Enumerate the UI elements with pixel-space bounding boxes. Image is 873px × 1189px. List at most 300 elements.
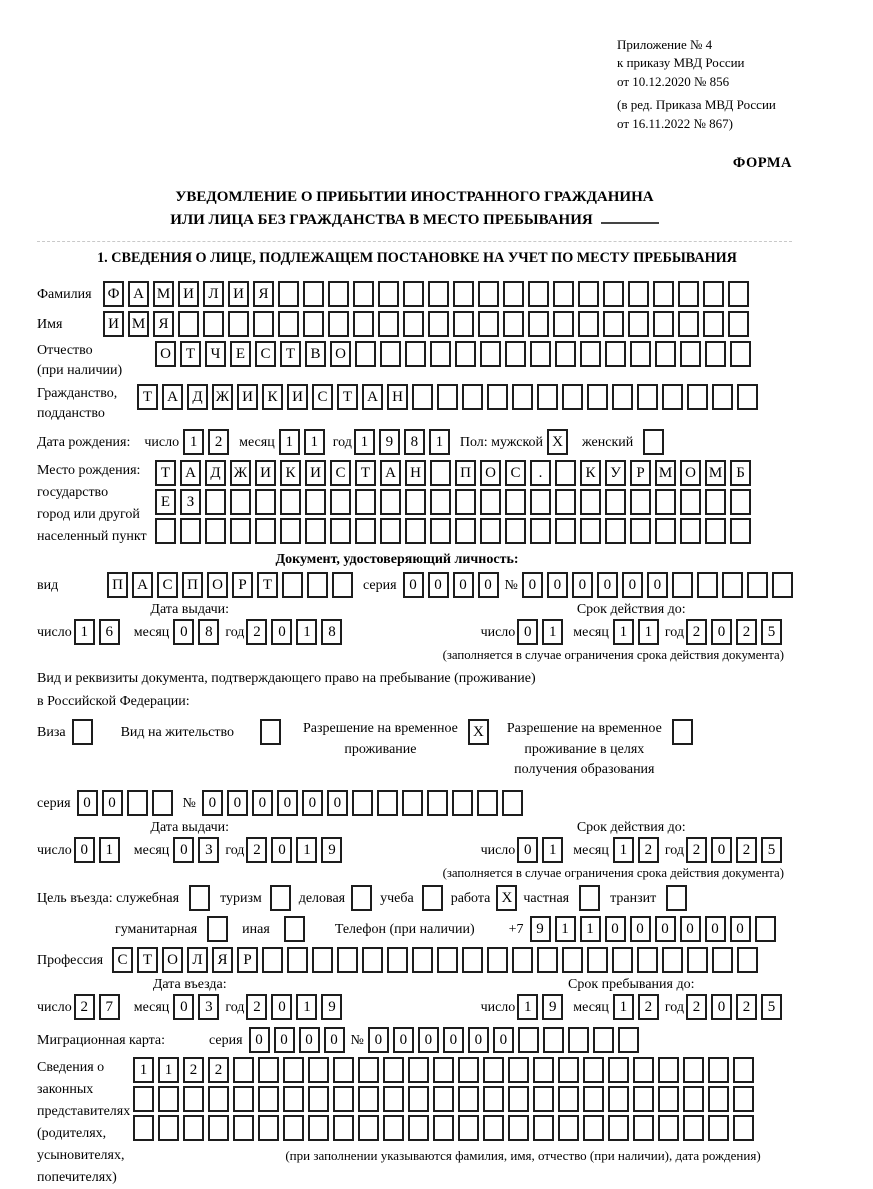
form-cell[interactable] [637, 384, 658, 410]
form-cell[interactable] [737, 384, 758, 410]
form-cell[interactable] [458, 1057, 479, 1083]
form-cell[interactable] [380, 341, 401, 367]
form-cell[interactable]: В [305, 341, 326, 367]
form-cell[interactable] [355, 518, 376, 544]
form-cell[interactable] [408, 1057, 429, 1083]
form-cell[interactable] [605, 518, 626, 544]
form-cell[interactable] [603, 281, 624, 307]
form-cell[interactable]: 0 [173, 837, 194, 863]
form-cell[interactable]: 2 [208, 1057, 229, 1083]
form-cell[interactable]: 3 [198, 837, 219, 863]
form-cell[interactable]: 0 [443, 1027, 464, 1053]
form-cell[interactable]: 0 [173, 994, 194, 1020]
form-cell[interactable]: 2 [208, 429, 229, 455]
form-cell[interactable] [558, 1086, 579, 1112]
form-cell[interactable] [255, 489, 276, 515]
form-cell[interactable] [72, 719, 93, 745]
form-cell[interactable] [282, 572, 303, 598]
form-cell[interactable]: Т [337, 384, 358, 410]
form-cell[interactable] [580, 489, 601, 515]
form-cell[interactable] [533, 1057, 554, 1083]
form-cell[interactable] [462, 947, 483, 973]
form-cell[interactable] [630, 489, 651, 515]
form-cell[interactable]: Т [155, 460, 176, 486]
form-cell[interactable]: 0 [418, 1027, 439, 1053]
form-cell[interactable] [260, 719, 281, 745]
form-cell[interactable] [430, 489, 451, 515]
form-cell[interactable] [722, 572, 743, 598]
form-cell[interactable] [380, 489, 401, 515]
form-cell[interactable] [737, 947, 758, 973]
form-cell[interactable]: 6 [99, 619, 120, 645]
form-cell[interactable] [258, 1086, 279, 1112]
form-cell[interactable]: А [128, 281, 149, 307]
form-cell[interactable] [433, 1115, 454, 1141]
form-cell[interactable] [530, 518, 551, 544]
form-cell[interactable] [733, 1057, 754, 1083]
form-cell[interactable] [377, 790, 398, 816]
form-cell[interactable] [328, 281, 349, 307]
form-cell[interactable] [708, 1115, 729, 1141]
form-cell[interactable] [412, 947, 433, 973]
form-cell[interactable] [478, 311, 499, 337]
form-cell[interactable] [233, 1115, 254, 1141]
form-cell[interactable] [662, 947, 683, 973]
form-cell[interactable]: 0 [493, 1027, 514, 1053]
form-cell[interactable] [437, 384, 458, 410]
form-cell[interactable]: 0 [74, 837, 95, 863]
form-cell[interactable] [189, 885, 210, 911]
form-cell[interactable]: И [237, 384, 258, 410]
form-cell[interactable]: С [157, 572, 178, 598]
form-cell[interactable]: 0 [327, 790, 348, 816]
form-cell[interactable]: 1 [296, 837, 317, 863]
form-cell[interactable] [452, 790, 473, 816]
form-cell[interactable] [405, 341, 426, 367]
form-cell[interactable] [618, 1027, 639, 1053]
form-cell[interactable] [580, 518, 601, 544]
form-cell[interactable] [483, 1115, 504, 1141]
form-cell[interactable]: Б [730, 460, 751, 486]
form-cell[interactable] [233, 1086, 254, 1112]
form-cell[interactable]: 9 [379, 429, 400, 455]
form-cell[interactable]: Р [237, 947, 258, 973]
form-cell[interactable] [362, 947, 383, 973]
form-cell[interactable] [478, 281, 499, 307]
form-cell[interactable]: М [128, 311, 149, 337]
form-cell[interactable]: 0 [302, 790, 323, 816]
form-cell[interactable]: 1 [613, 994, 634, 1020]
form-cell[interactable]: 1 [296, 994, 317, 1020]
form-cell[interactable] [508, 1115, 529, 1141]
form-cell[interactable] [183, 1086, 204, 1112]
form-cell[interactable] [608, 1086, 629, 1112]
form-cell[interactable]: 0 [271, 994, 292, 1020]
form-cell[interactable] [637, 947, 658, 973]
form-cell[interactable] [578, 311, 599, 337]
form-cell[interactable] [655, 489, 676, 515]
form-cell[interactable] [280, 518, 301, 544]
form-cell[interactable]: У [605, 460, 626, 486]
form-cell[interactable] [383, 1115, 404, 1141]
form-cell[interactable]: 0 [277, 790, 298, 816]
form-cell[interactable]: 2 [686, 619, 707, 645]
form-cell[interactable]: 2 [246, 837, 267, 863]
form-cell[interactable]: 0 [517, 837, 538, 863]
form-cell[interactable] [708, 1086, 729, 1112]
form-cell[interactable] [333, 1086, 354, 1112]
form-cell[interactable] [587, 947, 608, 973]
form-cell[interactable]: О [680, 460, 701, 486]
form-cell[interactable]: Л [187, 947, 208, 973]
form-cell[interactable]: 0 [393, 1027, 414, 1053]
form-cell[interactable]: Я [153, 311, 174, 337]
form-cell[interactable] [258, 1115, 279, 1141]
form-cell[interactable] [730, 341, 751, 367]
form-cell[interactable]: 2 [736, 619, 757, 645]
form-cell[interactable] [178, 311, 199, 337]
form-cell[interactable] [333, 1115, 354, 1141]
form-cell[interactable]: С [112, 947, 133, 973]
form-cell[interactable]: 0 [271, 619, 292, 645]
form-cell[interactable]: 1 [517, 994, 538, 1020]
form-cell[interactable]: Д [187, 384, 208, 410]
form-cell[interactable] [728, 281, 749, 307]
form-cell[interactable] [502, 790, 523, 816]
form-cell[interactable] [127, 790, 148, 816]
form-cell[interactable]: 0 [622, 572, 643, 598]
form-cell[interactable] [208, 1115, 229, 1141]
form-cell[interactable]: 7 [99, 994, 120, 1020]
form-cell[interactable] [562, 947, 583, 973]
form-cell[interactable] [528, 281, 549, 307]
form-cell[interactable]: Т [180, 341, 201, 367]
form-cell[interactable] [487, 947, 508, 973]
form-cell[interactable] [380, 518, 401, 544]
form-cell[interactable]: 2 [246, 619, 267, 645]
form-cell[interactable]: Е [155, 489, 176, 515]
form-cell[interactable] [358, 1086, 379, 1112]
form-cell[interactable]: 1 [613, 619, 634, 645]
form-cell[interactable]: 2 [736, 994, 757, 1020]
form-cell[interactable] [755, 916, 776, 942]
form-cell[interactable] [353, 281, 374, 307]
form-cell[interactable]: Ч [205, 341, 226, 367]
form-cell[interactable] [593, 1027, 614, 1053]
form-cell[interactable] [403, 281, 424, 307]
form-cell[interactable] [405, 489, 426, 515]
form-cell[interactable] [583, 1115, 604, 1141]
form-cell[interactable]: 1 [296, 619, 317, 645]
form-cell[interactable] [628, 311, 649, 337]
form-cell[interactable]: 9 [542, 994, 563, 1020]
form-cell[interactable]: 0 [249, 1027, 270, 1053]
form-cell[interactable]: 9 [530, 916, 551, 942]
form-cell[interactable]: Е [230, 341, 251, 367]
form-cell[interactable]: Р [232, 572, 253, 598]
form-cell[interactable] [658, 1057, 679, 1083]
form-cell[interactable] [183, 1115, 204, 1141]
form-cell[interactable] [308, 1115, 329, 1141]
form-cell[interactable]: 0 [274, 1027, 295, 1053]
form-cell[interactable] [378, 311, 399, 337]
form-cell[interactable] [428, 311, 449, 337]
form-cell[interactable] [278, 311, 299, 337]
form-cell[interactable]: 1 [354, 429, 375, 455]
form-cell[interactable] [680, 489, 701, 515]
form-cell[interactable] [355, 341, 376, 367]
form-cell[interactable] [730, 489, 751, 515]
form-cell[interactable] [483, 1086, 504, 1112]
form-cell[interactable] [358, 1057, 379, 1083]
form-cell[interactable] [680, 341, 701, 367]
form-cell[interactable] [455, 518, 476, 544]
form-cell[interactable] [512, 384, 533, 410]
form-cell[interactable]: 8 [404, 429, 425, 455]
form-cell[interactable] [284, 916, 305, 942]
form-cell[interactable]: 0 [711, 994, 732, 1020]
form-cell[interactable] [328, 311, 349, 337]
form-cell[interactable]: 0 [202, 790, 223, 816]
form-cell[interactable]: 1 [279, 429, 300, 455]
form-cell[interactable]: 0 [403, 572, 424, 598]
form-cell[interactable]: 0 [630, 916, 651, 942]
form-cell[interactable] [630, 341, 651, 367]
form-cell[interactable] [462, 384, 483, 410]
form-cell[interactable] [453, 281, 474, 307]
form-cell[interactable]: 2 [74, 994, 95, 1020]
form-cell[interactable] [287, 947, 308, 973]
form-cell[interactable]: Н [405, 460, 426, 486]
form-cell[interactable]: 5 [761, 994, 782, 1020]
form-cell[interactable] [655, 341, 676, 367]
form-cell[interactable]: 1 [133, 1057, 154, 1083]
form-cell[interactable] [705, 341, 726, 367]
form-cell[interactable] [480, 518, 501, 544]
form-cell[interactable] [332, 572, 353, 598]
form-cell[interactable] [412, 384, 433, 410]
form-cell[interactable] [433, 1057, 454, 1083]
form-cell[interactable]: 0 [324, 1027, 345, 1053]
form-cell[interactable] [408, 1086, 429, 1112]
form-cell[interactable] [633, 1115, 654, 1141]
form-cell[interactable] [587, 384, 608, 410]
form-cell[interactable]: 1 [429, 429, 450, 455]
form-cell[interactable] [308, 1057, 329, 1083]
form-cell[interactable]: Н [387, 384, 408, 410]
form-cell[interactable] [555, 460, 576, 486]
form-cell[interactable]: 9 [321, 837, 342, 863]
form-cell[interactable] [230, 518, 251, 544]
form-cell[interactable]: 8 [198, 619, 219, 645]
form-cell[interactable]: 0 [705, 916, 726, 942]
form-cell[interactable] [383, 1086, 404, 1112]
form-cell[interactable]: 0 [173, 619, 194, 645]
form-cell[interactable]: 0 [227, 790, 248, 816]
form-cell[interactable]: 1 [304, 429, 325, 455]
form-cell[interactable] [378, 281, 399, 307]
form-cell[interactable] [555, 489, 576, 515]
form-cell[interactable] [387, 947, 408, 973]
form-cell[interactable]: 9 [321, 994, 342, 1020]
form-cell[interactable] [578, 281, 599, 307]
form-cell[interactable] [308, 1086, 329, 1112]
form-cell[interactable] [422, 885, 443, 911]
form-cell[interactable]: 1 [74, 619, 95, 645]
form-cell[interactable]: Я [253, 281, 274, 307]
form-cell[interactable]: 2 [246, 994, 267, 1020]
form-cell[interactable] [633, 1086, 654, 1112]
form-cell[interactable] [603, 311, 624, 337]
form-cell[interactable] [503, 311, 524, 337]
form-cell[interactable]: А [380, 460, 401, 486]
form-cell[interactable]: Т [137, 384, 158, 410]
form-cell[interactable]: 2 [638, 994, 659, 1020]
form-cell[interactable] [628, 281, 649, 307]
form-cell[interactable] [352, 790, 373, 816]
form-cell[interactable]: М [153, 281, 174, 307]
form-cell[interactable] [351, 885, 372, 911]
form-cell[interactable] [477, 790, 498, 816]
form-cell[interactable] [330, 518, 351, 544]
form-cell[interactable]: К [580, 460, 601, 486]
form-cell[interactable] [730, 518, 751, 544]
form-cell[interactable]: 0 [453, 572, 474, 598]
form-cell[interactable] [307, 572, 328, 598]
form-cell[interactable]: 8 [321, 619, 342, 645]
form-cell[interactable] [630, 518, 651, 544]
form-cell[interactable] [558, 1115, 579, 1141]
form-cell[interactable] [653, 311, 674, 337]
form-cell[interactable] [608, 1057, 629, 1083]
form-cell[interactable] [402, 790, 423, 816]
form-cell[interactable]: 3 [198, 994, 219, 1020]
form-cell[interactable] [305, 518, 326, 544]
form-cell[interactable] [312, 947, 333, 973]
form-cell[interactable] [408, 1115, 429, 1141]
form-cell[interactable]: М [655, 460, 676, 486]
form-cell[interactable] [608, 1115, 629, 1141]
form-cell[interactable] [480, 489, 501, 515]
form-cell[interactable] [430, 460, 451, 486]
form-cell[interactable]: 2 [736, 837, 757, 863]
form-cell[interactable]: 0 [252, 790, 273, 816]
form-cell[interactable]: Т [355, 460, 376, 486]
form-cell[interactable]: О [207, 572, 228, 598]
form-cell[interactable] [133, 1115, 154, 1141]
form-cell[interactable]: 0 [299, 1027, 320, 1053]
form-cell[interactable]: 2 [183, 1057, 204, 1083]
form-cell[interactable] [253, 311, 274, 337]
form-cell[interactable]: 0 [730, 916, 751, 942]
form-cell[interactable] [455, 489, 476, 515]
form-cell[interactable] [508, 1057, 529, 1083]
form-cell[interactable] [455, 341, 476, 367]
form-cell[interactable] [678, 281, 699, 307]
form-cell[interactable] [508, 1086, 529, 1112]
form-cell[interactable] [666, 885, 687, 911]
form-cell[interactable]: 1 [613, 837, 634, 863]
form-cell[interactable] [733, 1115, 754, 1141]
form-cell[interactable]: 0 [77, 790, 98, 816]
form-cell[interactable] [233, 1057, 254, 1083]
form-cell[interactable] [280, 489, 301, 515]
form-cell[interactable] [733, 1086, 754, 1112]
form-cell[interactable] [543, 1027, 564, 1053]
form-cell[interactable]: 1 [158, 1057, 179, 1083]
form-cell[interactable]: X [496, 885, 517, 911]
form-cell[interactable] [207, 916, 228, 942]
form-cell[interactable] [687, 384, 708, 410]
form-cell[interactable] [683, 1057, 704, 1083]
form-cell[interactable]: О [162, 947, 183, 973]
form-cell[interactable] [383, 1057, 404, 1083]
form-cell[interactable]: Я [212, 947, 233, 973]
form-cell[interactable]: К [280, 460, 301, 486]
form-cell[interactable]: И [255, 460, 276, 486]
form-cell[interactable] [430, 341, 451, 367]
form-cell[interactable]: 2 [638, 837, 659, 863]
form-cell[interactable]: А [180, 460, 201, 486]
form-cell[interactable] [155, 518, 176, 544]
form-cell[interactable] [305, 489, 326, 515]
form-cell[interactable] [655, 518, 676, 544]
form-cell[interactable]: . [530, 460, 551, 486]
form-cell[interactable]: 0 [711, 837, 732, 863]
form-cell[interactable] [672, 719, 693, 745]
form-cell[interactable]: Ф [103, 281, 124, 307]
form-cell[interactable]: 0 [572, 572, 593, 598]
form-cell[interactable]: О [155, 341, 176, 367]
form-cell[interactable] [437, 947, 458, 973]
form-cell[interactable] [568, 1027, 589, 1053]
form-cell[interactable] [583, 1057, 604, 1083]
form-cell[interactable]: Т [137, 947, 158, 973]
form-cell[interactable]: С [330, 460, 351, 486]
form-cell[interactable]: X [468, 719, 489, 745]
form-cell[interactable] [205, 489, 226, 515]
form-cell[interactable] [283, 1115, 304, 1141]
form-cell[interactable] [747, 572, 768, 598]
form-cell[interactable] [283, 1057, 304, 1083]
form-cell[interactable] [205, 518, 226, 544]
form-cell[interactable] [180, 518, 201, 544]
form-cell[interactable] [658, 1115, 679, 1141]
form-cell[interactable] [537, 947, 558, 973]
form-cell[interactable] [553, 311, 574, 337]
form-cell[interactable] [533, 1115, 554, 1141]
form-cell[interactable] [270, 885, 291, 911]
form-cell[interactable]: 0 [711, 619, 732, 645]
form-cell[interactable]: О [480, 460, 501, 486]
form-cell[interactable] [580, 341, 601, 367]
form-cell[interactable]: Т [257, 572, 278, 598]
form-cell[interactable]: 0 [605, 916, 626, 942]
form-cell[interactable] [427, 790, 448, 816]
form-cell[interactable]: 5 [761, 837, 782, 863]
form-cell[interactable]: 0 [547, 572, 568, 598]
form-cell[interactable]: И [178, 281, 199, 307]
form-cell[interactable] [687, 947, 708, 973]
form-cell[interactable]: Ж [212, 384, 233, 410]
form-cell[interactable] [662, 384, 683, 410]
form-cell[interactable]: 1 [542, 619, 563, 645]
form-cell[interactable]: Ж [230, 460, 251, 486]
form-cell[interactable]: 1 [580, 916, 601, 942]
form-cell[interactable] [458, 1086, 479, 1112]
form-cell[interactable] [537, 384, 558, 410]
form-cell[interactable] [333, 1057, 354, 1083]
